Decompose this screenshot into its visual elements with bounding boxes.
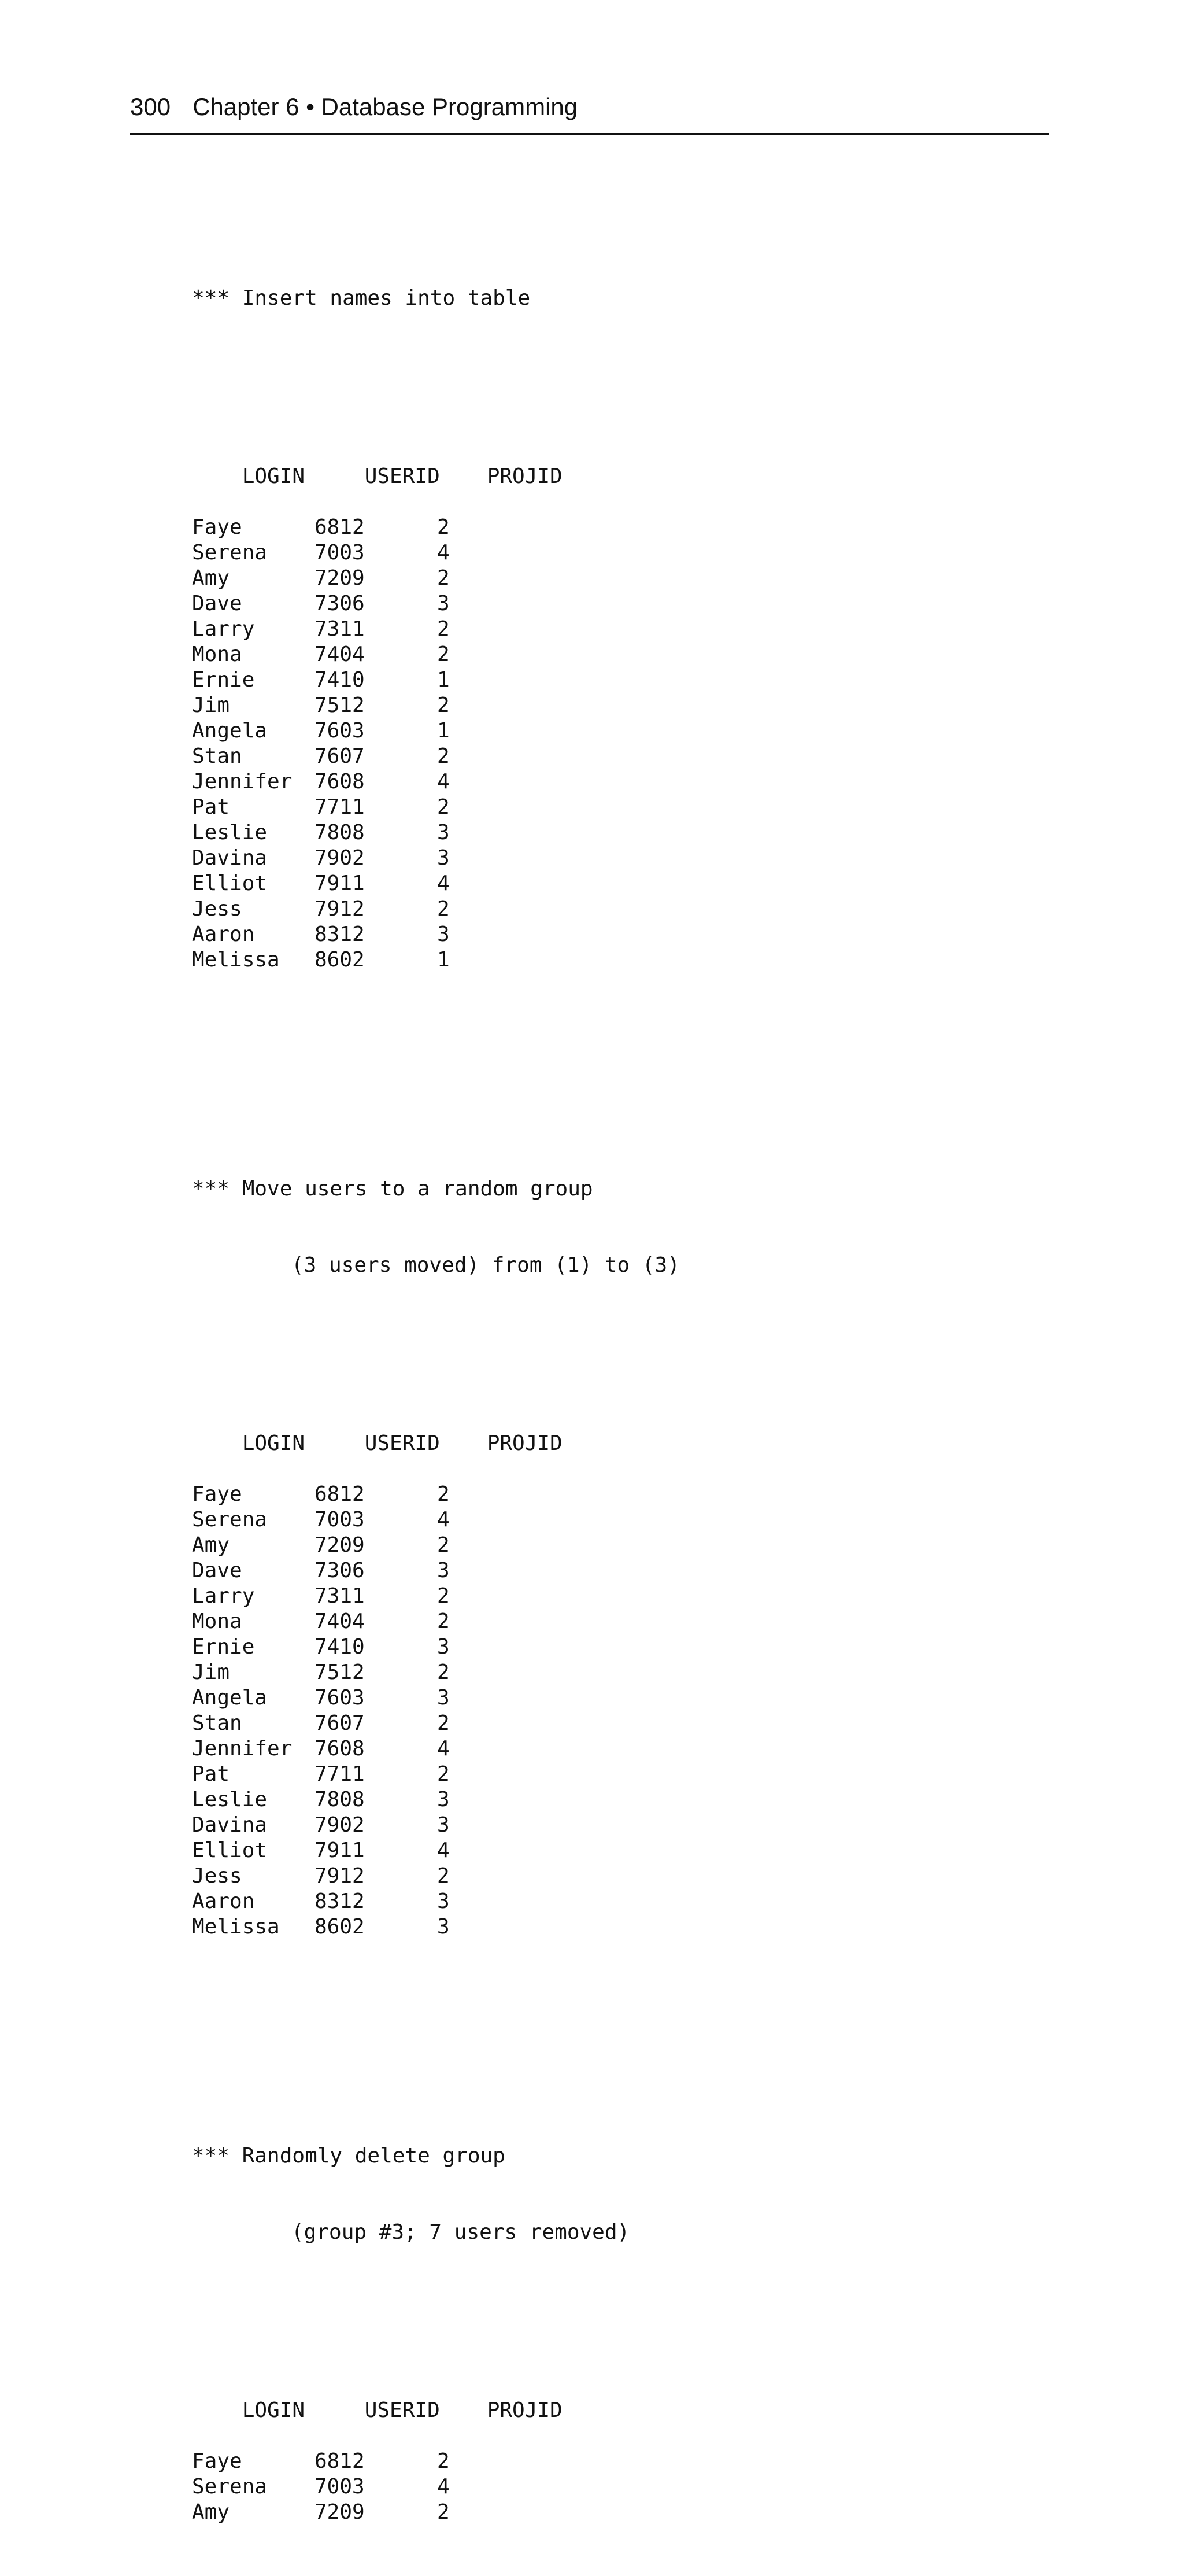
login-cell: Larry (192, 1584, 255, 1608)
projid-cell: 2 (437, 1660, 450, 1684)
projid-cell: 2 (437, 515, 450, 539)
login-cell: Jennifer (192, 770, 293, 794)
section-2-title: *** Move users to a random group (192, 1177, 593, 1201)
projid-cell: 2 (437, 1711, 450, 1735)
login-cell: Aaron (192, 922, 255, 946)
table-row (192, 846, 680, 871)
userid-cell: 7902 (314, 846, 365, 870)
projid-cell: 3 (437, 1889, 450, 1913)
column-header-projid: PROJID (487, 2398, 563, 2422)
projid-cell: 4 (437, 2475, 450, 2499)
projid-cell: 2 (437, 2500, 450, 2524)
column-header-projid: PROJID (487, 1431, 563, 1455)
login-cell: Melissa (192, 948, 280, 972)
login-cell: Serena (192, 1508, 268, 1531)
table-row (192, 515, 680, 540)
login-cell: Amy (192, 566, 230, 590)
section-1-title: *** Insert names into table (192, 286, 531, 310)
table-row (192, 896, 680, 922)
projid-cell: 3 (437, 1915, 450, 1939)
projid-cell: 2 (437, 744, 450, 768)
userid-cell: 7311 (314, 617, 365, 641)
userid-cell: 7209 (314, 566, 365, 590)
running-title: Chapter 6 • Database Programming (193, 93, 578, 120)
projid-cell: 2 (437, 1610, 450, 1633)
table-row (192, 1584, 680, 1609)
userid-cell: 7603 (314, 1686, 365, 1710)
userid-cell: 7911 (314, 1839, 365, 1862)
login-cell: Melissa (192, 1915, 280, 1939)
projid-cell: 3 (437, 1559, 450, 1582)
userid-cell: 8312 (314, 922, 365, 946)
login-cell: Jennifer (192, 1737, 293, 1761)
table-row (192, 1507, 680, 1533)
table-row (192, 2449, 680, 2474)
table-row (192, 1863, 680, 1889)
userid-cell: 7306 (314, 592, 365, 615)
projid-cell: 3 (437, 1686, 450, 1710)
table-row (192, 1838, 680, 1863)
table-row (192, 1558, 680, 1584)
column-header-projid: PROJID (487, 464, 563, 488)
column-header-userid: USERID (364, 464, 440, 488)
projid-cell: 4 (437, 1737, 450, 1761)
blank-line (192, 2016, 680, 2042)
userid-cell: 7512 (314, 693, 365, 717)
table-row (192, 617, 680, 642)
login-cell: Jim (192, 1660, 230, 1684)
login-cell: Serena (192, 541, 268, 564)
login-cell: Jess (192, 1864, 242, 1888)
table-row (192, 1685, 680, 1711)
projid-cell: 2 (437, 617, 450, 641)
userid-cell: 7711 (314, 1762, 365, 1786)
login-cell: Elliot (192, 872, 268, 895)
projid-cell: 1 (437, 668, 450, 692)
userid-cell: 7512 (314, 1660, 365, 1684)
section-3-title: *** Randomly delete group (192, 2144, 505, 2168)
projid-cell: 3 (437, 592, 450, 615)
projid-cell: 2 (437, 1482, 450, 1506)
login-cell: Mona (192, 643, 242, 666)
login-cell: Jim (192, 693, 230, 717)
userid-cell: 7808 (314, 821, 365, 844)
table-row (192, 591, 680, 617)
projid-cell: 1 (437, 719, 450, 743)
table-row (192, 1609, 680, 1634)
userid-cell: 7209 (314, 2500, 365, 2524)
userid-cell: 7410 (314, 1635, 365, 1659)
table-row (192, 1736, 680, 1762)
userid-cell: 7603 (314, 719, 365, 743)
userid-cell: 7607 (314, 1711, 365, 1735)
userid-cell: 7902 (314, 1813, 365, 1837)
table-row (192, 769, 680, 795)
userid-cell: 8312 (314, 1889, 365, 1913)
projid-cell: 2 (437, 566, 450, 590)
table-row (192, 795, 680, 820)
blank-line (192, 1049, 680, 1075)
table-row (192, 540, 680, 566)
login-cell: Jess (192, 897, 242, 921)
table-row (192, 1634, 680, 1660)
table-row (192, 642, 680, 667)
login-cell: Stan (192, 1711, 242, 1735)
column-header-userid: USERID (364, 2398, 440, 2422)
login-cell: Pat (192, 1762, 230, 1786)
column-header-login: LOGIN (242, 1431, 305, 1455)
blank-line (192, 362, 680, 387)
table-row (192, 744, 680, 769)
userid-cell: 6812 (314, 2449, 365, 2473)
login-cell: Leslie (192, 821, 268, 844)
table-row (192, 718, 680, 744)
projid-cell: 2 (437, 693, 450, 717)
table-row (192, 1660, 680, 1685)
blank-line (192, 1329, 680, 1355)
projid-cell: 4 (437, 872, 450, 895)
table-row (192, 2474, 680, 2500)
projid-cell: 3 (437, 1813, 450, 1837)
table-row (192, 1762, 680, 1787)
login-cell: Ernie (192, 668, 255, 692)
userid-cell: 7808 (314, 1788, 365, 1811)
projid-cell: 3 (437, 1635, 450, 1659)
table-row (192, 820, 680, 846)
userid-cell: 7306 (314, 1559, 365, 1582)
projid-cell: 3 (437, 846, 450, 870)
login-cell: Stan (192, 744, 242, 768)
projid-cell: 3 (437, 1788, 450, 1811)
login-cell: Dave (192, 1559, 242, 1582)
section-3-rows (192, 2449, 680, 2525)
login-cell: Faye (192, 1482, 242, 1506)
userid-cell: 7912 (314, 897, 365, 921)
userid-cell: 7404 (314, 1610, 365, 1633)
login-cell: Davina (192, 1813, 268, 1837)
login-cell: Angela (192, 719, 268, 743)
table-row (192, 1482, 680, 1507)
section-2-rows (192, 1482, 680, 1940)
page-number: 300 (130, 93, 171, 120)
projid-cell: 4 (437, 1839, 450, 1862)
login-cell: Elliot (192, 1839, 268, 1862)
login-cell: Aaron (192, 1889, 255, 1913)
table-row (192, 871, 680, 896)
table-row (192, 667, 680, 693)
table-row (192, 1813, 680, 1838)
userid-cell: 7311 (314, 1584, 365, 1608)
login-cell: Leslie (192, 1788, 268, 1811)
projid-cell: 2 (437, 1864, 450, 1888)
userid-cell: 7410 (314, 668, 365, 692)
blank-line (192, 2296, 680, 2322)
userid-cell: 7912 (314, 1864, 365, 1888)
projid-cell: 2 (437, 2449, 450, 2473)
login-cell: Mona (192, 1610, 242, 1633)
userid-cell: 8602 (314, 1915, 365, 1939)
login-cell: Davina (192, 846, 268, 870)
table-row (192, 1787, 680, 1813)
section-3-subtitle: (group #3; 7 users removed) (291, 2220, 630, 2244)
userid-cell: 6812 (314, 515, 365, 539)
section-1-header-row (192, 438, 680, 488)
login-cell: Ernie (192, 1635, 255, 1659)
table-row (192, 693, 680, 718)
projid-cell: 2 (437, 1584, 450, 1608)
userid-cell: 6812 (314, 1482, 365, 1506)
column-header-login: LOGIN (242, 2398, 305, 2422)
login-cell: Faye (192, 515, 242, 539)
userid-cell: 8602 (314, 948, 365, 972)
section-3-header-row (192, 2372, 680, 2422)
section-1-rows (192, 515, 680, 973)
projid-cell: 1 (437, 948, 450, 972)
login-cell: Dave (192, 592, 242, 615)
table-row (192, 1914, 680, 1940)
projid-cell: 4 (437, 770, 450, 794)
table-row (192, 1711, 680, 1736)
userid-cell: 7608 (314, 770, 365, 794)
projid-cell: 2 (437, 897, 450, 921)
userid-cell: 7003 (314, 1508, 365, 1531)
login-cell: Faye (192, 2449, 242, 2473)
table-row (192, 947, 680, 973)
projid-cell: 3 (437, 821, 450, 844)
login-cell: Amy (192, 2500, 230, 2524)
login-cell: Angela (192, 1686, 268, 1710)
login-cell: Amy (192, 1533, 230, 1557)
table-row (192, 566, 680, 591)
login-cell: Larry (192, 617, 255, 641)
userid-cell: 7003 (314, 541, 365, 564)
userid-cell: 7003 (314, 2475, 365, 2499)
section-2-subtitle: (3 users moved) from (1) to (3) (291, 1253, 680, 1277)
projid-cell: 2 (437, 795, 450, 819)
table-row (192, 1889, 680, 1914)
userid-cell: 7404 (314, 643, 365, 666)
login-cell: Serena (192, 2475, 268, 2499)
projid-cell: 2 (437, 643, 450, 666)
projid-cell: 2 (437, 1762, 450, 1786)
userid-cell: 7608 (314, 1737, 365, 1761)
userid-cell: 7911 (314, 872, 365, 895)
code-listing (192, 184, 680, 2576)
userid-cell: 7607 (314, 744, 365, 768)
projid-cell: 3 (437, 922, 450, 946)
table-row (192, 1533, 680, 1558)
login-cell: Pat (192, 795, 230, 819)
projid-cell: 4 (437, 1508, 450, 1531)
section-2-header-row (192, 1405, 680, 1455)
column-header-userid: USERID (364, 1431, 440, 1455)
table-row (192, 2500, 680, 2525)
page-header (130, 87, 1049, 135)
projid-cell: 4 (437, 541, 450, 564)
userid-cell: 7209 (314, 1533, 365, 1557)
userid-cell: 7711 (314, 795, 365, 819)
table-row (192, 922, 680, 947)
column-header-login: LOGIN (242, 464, 305, 488)
projid-cell: 2 (437, 1533, 450, 1557)
